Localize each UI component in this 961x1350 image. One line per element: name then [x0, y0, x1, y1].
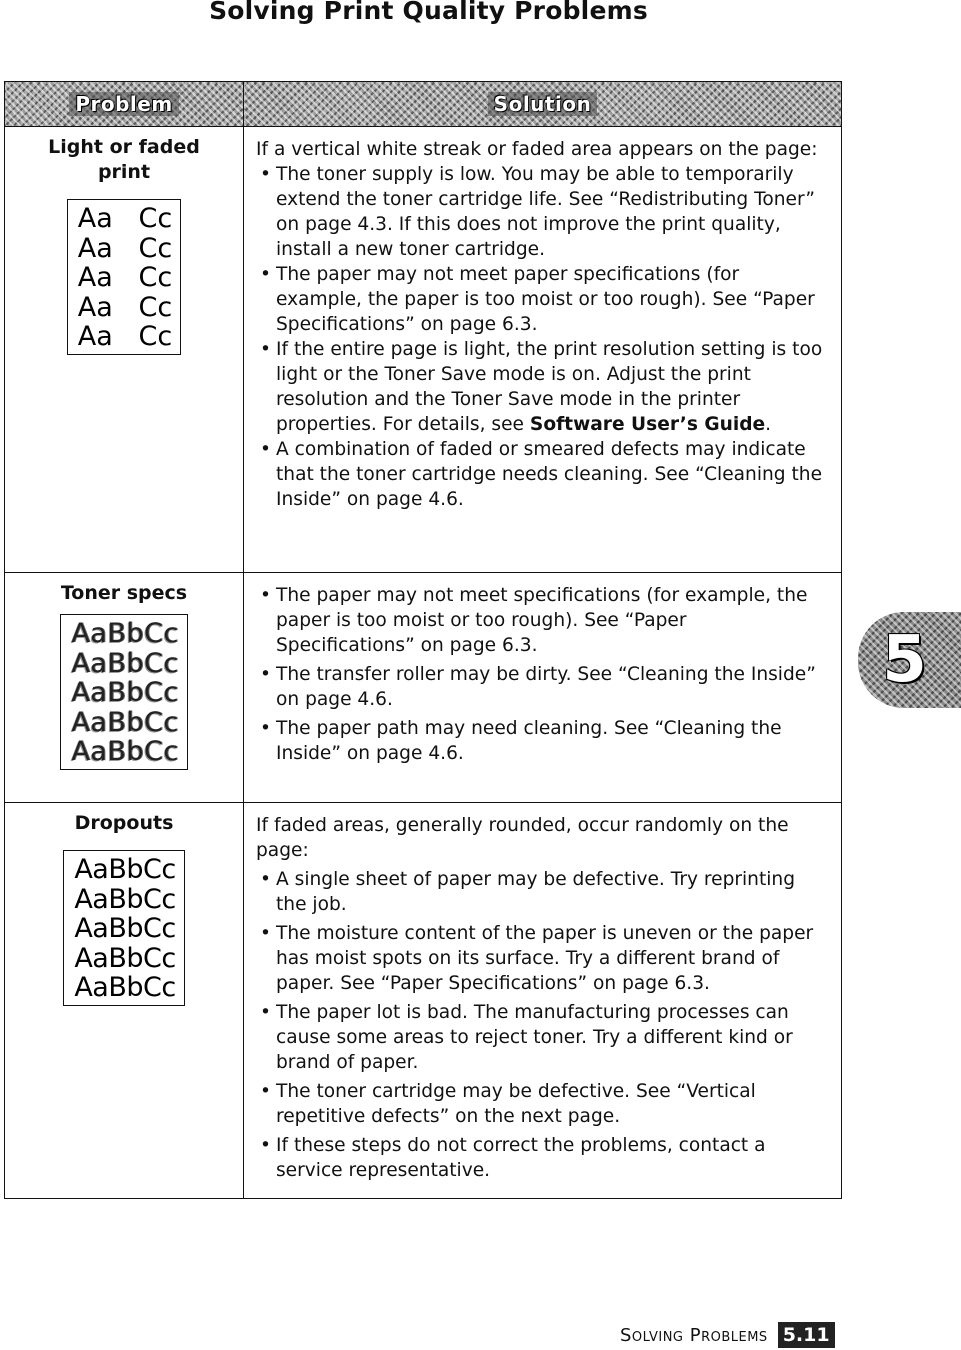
solution-header-label: Solution — [488, 92, 598, 116]
solution-item: • If these steps do not correct the problems, contact a service representative. — [256, 1133, 827, 1183]
problem-name: Dropouts — [74, 812, 174, 834]
sample-line: AaBbCc — [71, 706, 179, 738]
solution-item — [256, 337, 827, 437]
table-header-row — [5, 82, 842, 127]
solution-list — [256, 583, 827, 766]
sample-line: AaBbCc — [71, 736, 179, 767]
problem-name: Light or faded print — [48, 136, 200, 183]
print-sample-dropouts — [63, 850, 184, 1006]
solution-cell-toner-specs — [244, 573, 842, 803]
solution-item: • The toner supply is low. You may be able to temporarily extend the toner cartridge life. See “Redistributing Toner” on page 4.3. If this does not improve the print quality, install a new toner cartridge. — [256, 162, 827, 262]
table-row — [5, 803, 842, 1199]
footer-section-title: Solving Problems — [620, 1324, 768, 1346]
print-sample-light-faded — [67, 199, 181, 355]
sample-line: Aa Cc — [77, 291, 173, 323]
solution-list — [256, 162, 827, 512]
sample-line: AaBbCc — [74, 942, 176, 974]
table-row — [5, 127, 842, 573]
solution-item: • The paper may not meet specifications (for example, the paper is too moist or too rough). See “Paper Specifications” on page 6.3. — [256, 583, 827, 658]
sample-line: AaBbCc — [74, 854, 176, 885]
solution-item: • The moisture content of the paper is uneven or the paper has moist spots on its surface. Try a different brand of paper. See “Paper Specifications” on page 6.3. — [256, 921, 827, 996]
problem-cell-dropouts — [5, 803, 244, 1199]
software-users-guide-ref: Software User’s Guide — [529, 414, 766, 435]
solution-item-text-end: . — [765, 414, 772, 435]
solution-item: • The paper lot is bad. The manufacturing processes can cause some areas to reject toner. Try a different kind or brand of paper. — [256, 1000, 827, 1075]
solution-column-header — [244, 82, 842, 127]
solution-item: • A combination of faded or smeared defects may indicate that the toner cartridge needs cleaning. See “Cleaning the Inside” on page 4.6. — [256, 437, 827, 512]
solution-intro: If a vertical white streak or faded area appears on the page: — [256, 139, 818, 160]
sample-line: AaBbCc — [74, 913, 176, 944]
page-title: Solving Print Quality Problems — [209, 0, 648, 25]
table-row — [5, 573, 842, 803]
solution-item: • A single sheet of paper may be defective. Try reprinting the job. — [256, 867, 827, 917]
solution-item: • The paper path may need cleaning. See “Cleaning the Inside” on page 4.6. — [256, 716, 827, 766]
solution-cell-dropouts — [244, 803, 842, 1199]
problem-column-header — [5, 82, 244, 127]
problem-cell-light-faded — [5, 127, 244, 573]
sample-line: Aa Cc — [77, 262, 173, 293]
solution-item: • The toner cartridge may be defective. See “Vertical repetitive defects” on the next page. — [256, 1079, 827, 1129]
sample-line: AaBbCc — [74, 883, 176, 915]
problem-cell-toner-specs — [5, 573, 244, 803]
chapter-tab — [858, 612, 961, 708]
solution-item-text: If the entire page is light, the print resolution setting is too light or the Toner Save mode is on. Adjust the print resolution and the Toner Save mode in the printer properties. For details, see — [276, 339, 823, 435]
problem-header-label: Problem — [69, 92, 178, 116]
sample-line: Aa Cc — [77, 232, 173, 264]
sample-line: AaBbCc — [71, 618, 179, 649]
sample-line: Aa Cc — [77, 321, 173, 352]
problem-name: Toner specs — [60, 582, 188, 604]
footer-page-number: 5.11 — [778, 1322, 835, 1348]
solution-item: • The paper may not meet paper specifications (for example, the paper is too moist or too rough). See “Paper Specifications” on page 6.3. — [256, 262, 827, 337]
solution-cell-light-faded — [244, 127, 842, 573]
page-footer — [620, 1320, 835, 1350]
print-sample-toner-specs — [60, 614, 187, 770]
sample-line: AaBbCc — [71, 677, 179, 708]
solution-list — [256, 867, 827, 1183]
sample-line: AaBbCc — [71, 647, 179, 679]
sample-line: Aa Cc — [77, 203, 173, 234]
solution-intro: If faded areas, generally rounded, occur randomly on the page: — [256, 815, 789, 861]
solution-item: • The transfer roller may be dirty. See “Cleaning the Inside” on page 4.6. — [256, 662, 827, 712]
sample-line: AaBbCc — [74, 972, 176, 1003]
chapter-number: 5 — [882, 623, 927, 697]
problem-solution-table — [4, 81, 842, 1199]
